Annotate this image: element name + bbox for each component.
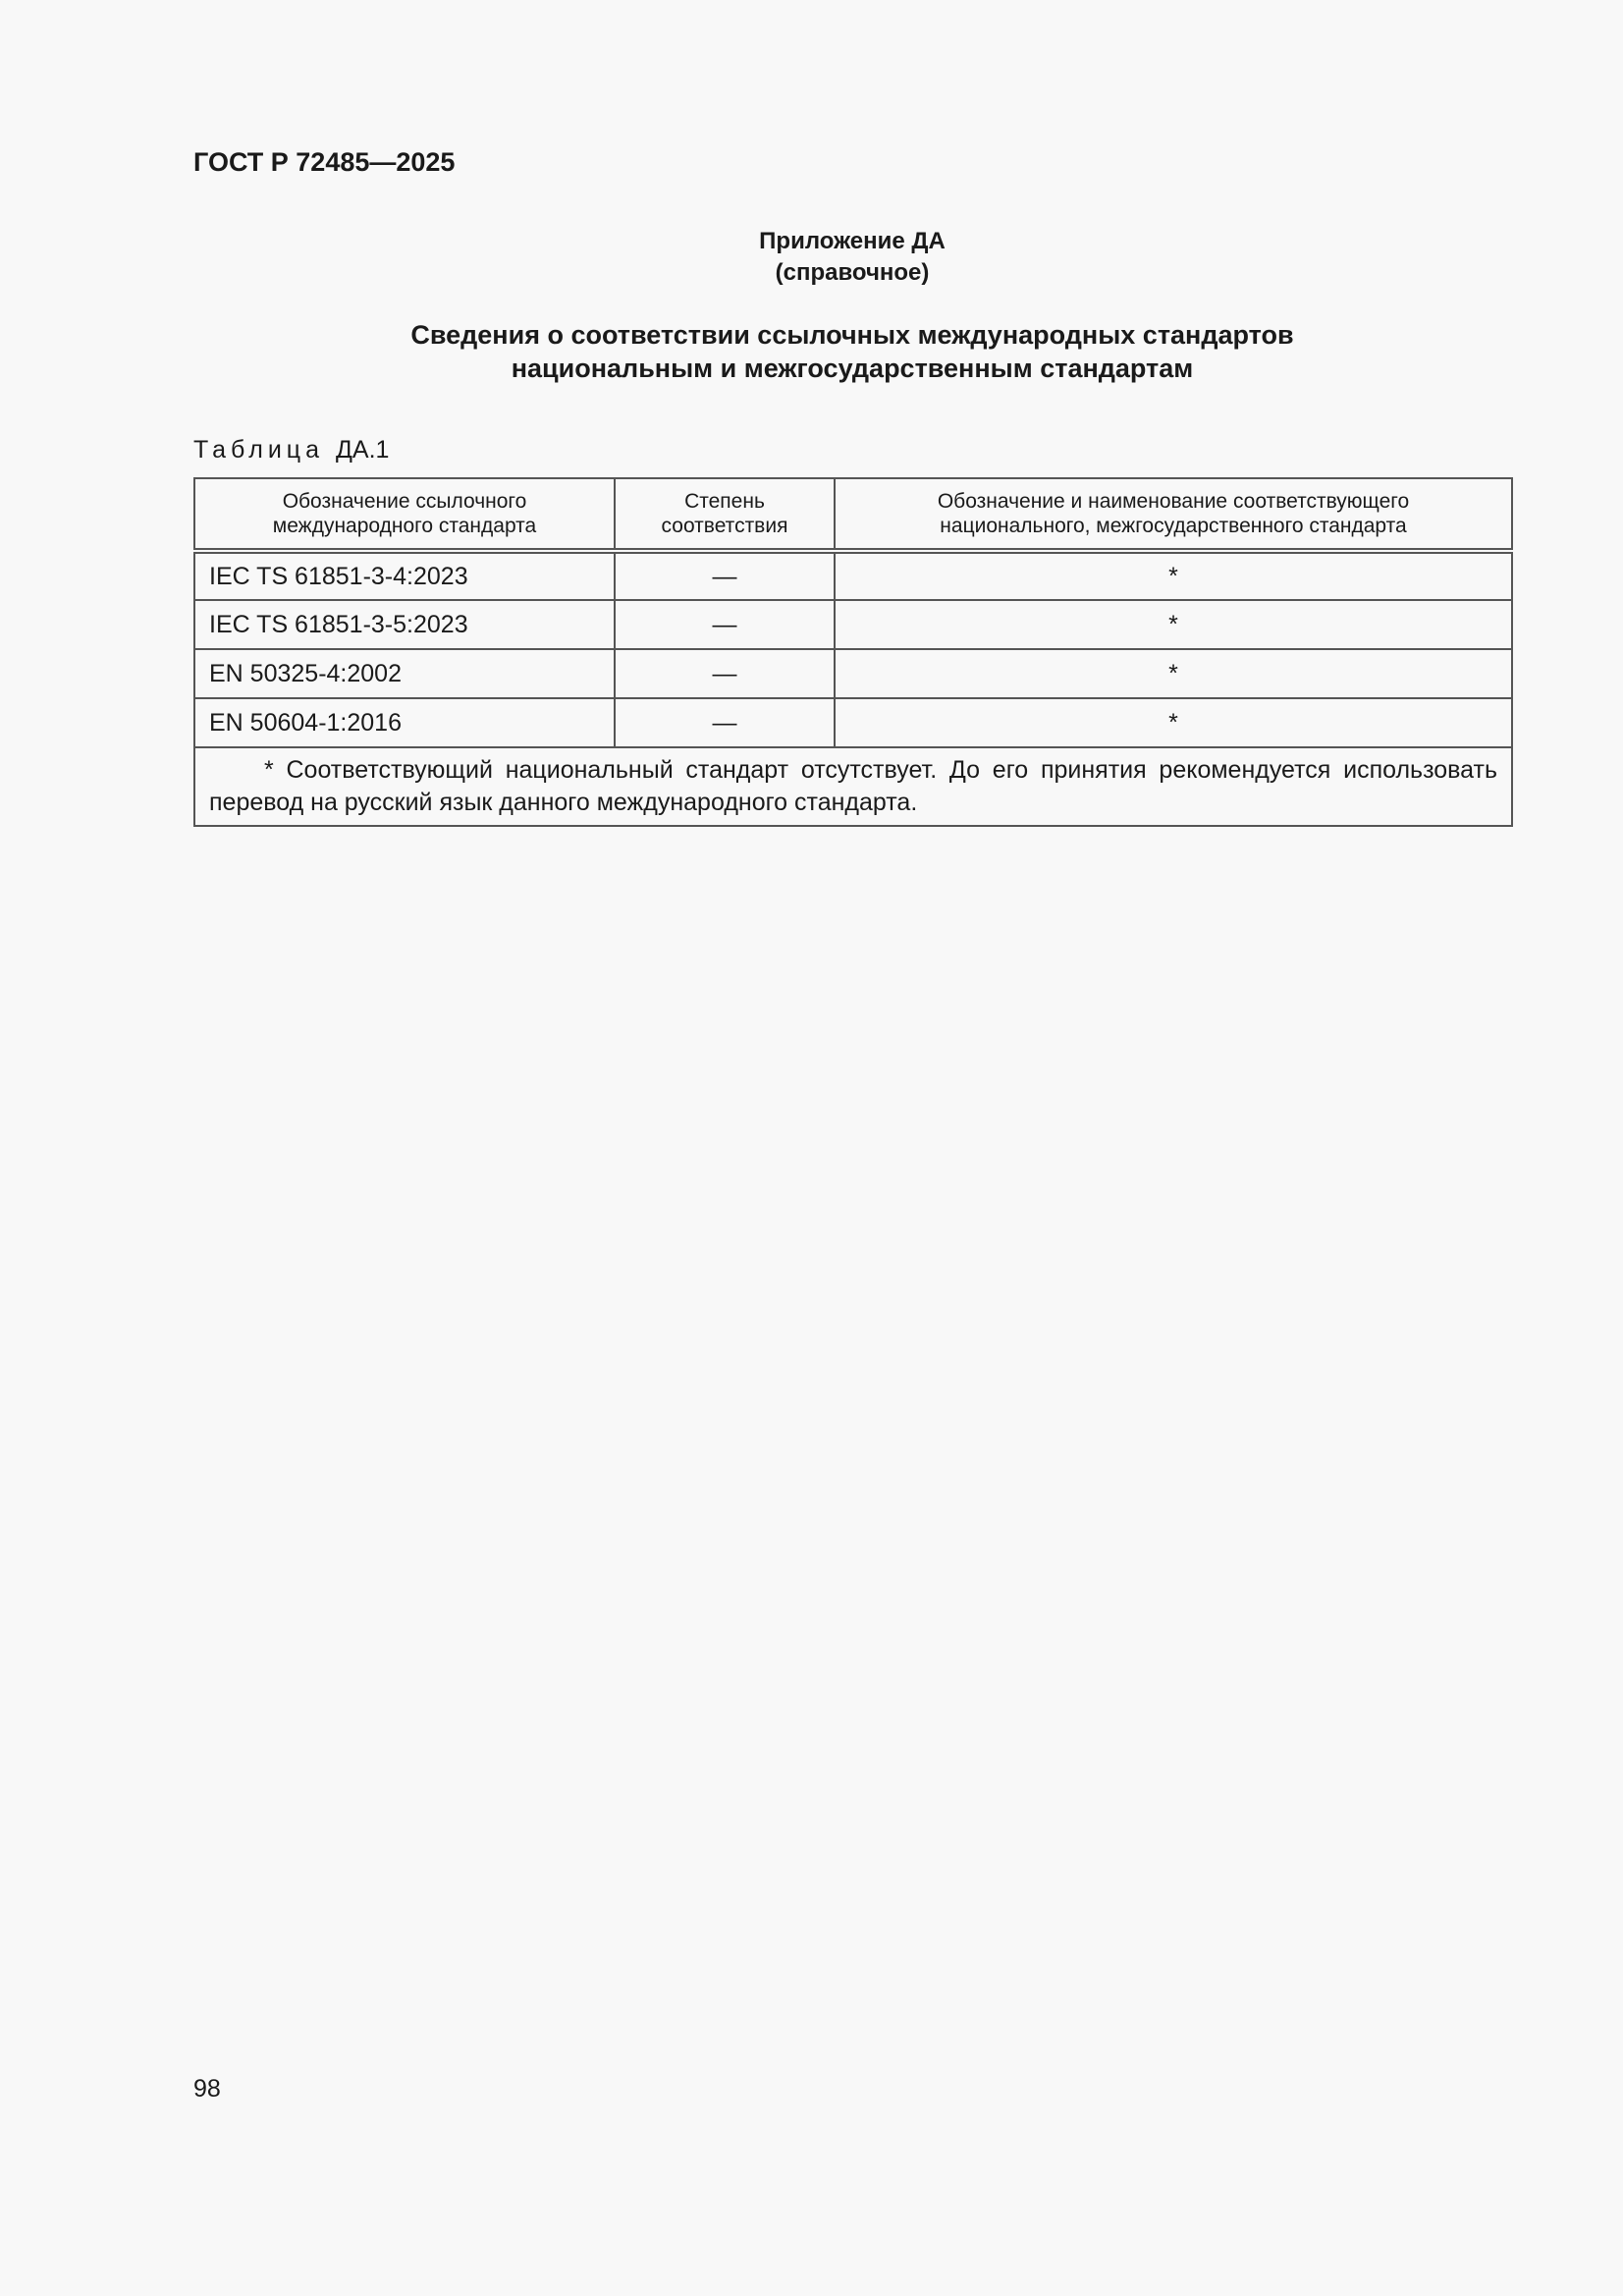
cell-national-standard: * xyxy=(835,698,1512,747)
appendix-subtitle: (справочное) xyxy=(775,259,930,286)
standards-table xyxy=(193,477,1513,827)
section-title xyxy=(193,318,1511,385)
appendix-title: Приложение ДА xyxy=(759,228,946,254)
cell-ref-standard: EN 50604-1:2016 xyxy=(194,698,615,747)
cell-national-standard: * xyxy=(835,600,1512,649)
column-header-national-standard: Обозначение и наименование соответствующего национального, межгосударственного стандарта xyxy=(835,478,1512,551)
cell-national-standard: * xyxy=(835,649,1512,698)
cell-national-standard: * xyxy=(835,551,1512,600)
cell-degree: — xyxy=(615,649,835,698)
cell-ref-standard: IEC TS 61851-3-4:2023 xyxy=(194,551,615,600)
table-row xyxy=(194,698,1512,747)
table-caption-number: ДА.1 xyxy=(335,436,390,464)
table-row xyxy=(194,551,1512,600)
document-code: ГОСТ Р 72485—2025 xyxy=(193,147,456,177)
column-header-degree: Степень соответствия xyxy=(615,478,835,551)
page-number: 98 xyxy=(193,2075,221,2103)
cell-degree: — xyxy=(615,600,835,649)
table-caption-label: Таблица xyxy=(193,436,325,464)
column-header-ref-standard: Обозначение ссылочного международного стандарта xyxy=(194,478,615,551)
cell-degree: — xyxy=(615,551,835,600)
section-title-line2: национальным и межгосударственным стандартам xyxy=(511,354,1194,383)
cell-degree: — xyxy=(615,698,835,747)
cell-ref-standard: EN 50325-4:2002 xyxy=(194,649,615,698)
section-title-line1: Сведения о соответствии ссылочных международных стандартов xyxy=(410,320,1294,350)
appendix-heading xyxy=(193,226,1511,289)
table-footnote-row xyxy=(194,747,1512,826)
table-row xyxy=(194,600,1512,649)
table-caption xyxy=(193,436,389,465)
cell-ref-standard: IEC TS 61851-3-5:2023 xyxy=(194,600,615,649)
table-footnote: * Соответствующий национальный стандарт отсутствует. До его принятия рекомендуется использовать перевод на русский язык данного международного стандарта. xyxy=(194,747,1512,826)
table-row xyxy=(194,649,1512,698)
table-header-row xyxy=(194,478,1512,551)
